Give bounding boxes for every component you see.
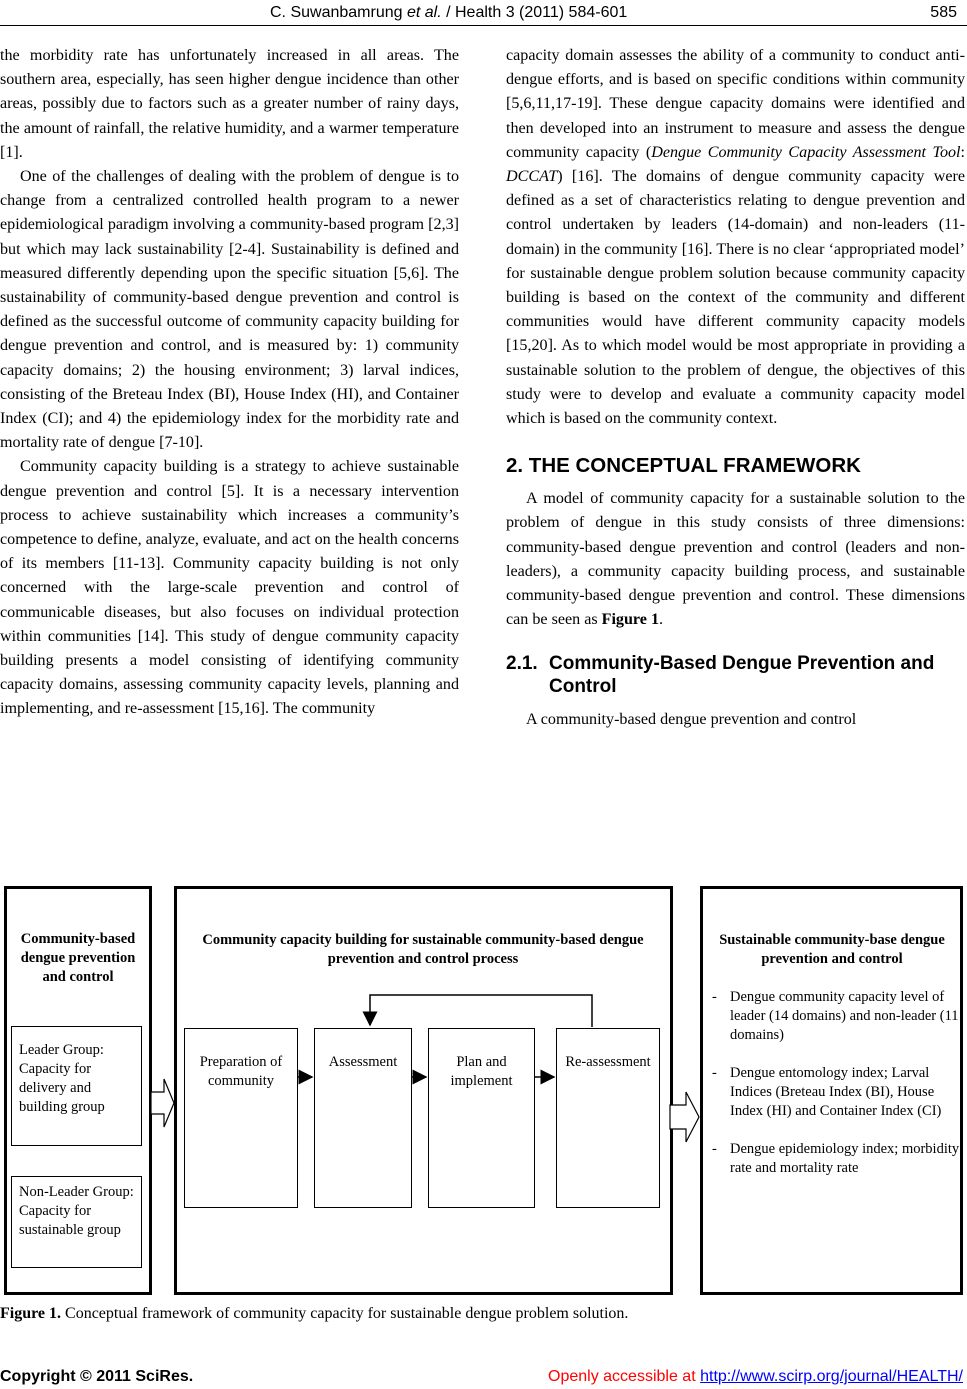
right-paragraph-3: A community-based dengue prevention and control [526, 711, 857, 729]
figure-caption [0, 1305, 628, 1323]
header-authors: C. Suwanbamrung [270, 4, 407, 21]
block-arrow-left-to-middle [151, 1079, 174, 1127]
caption-text: Conceptual framework of community capacity for sustainable dengue problem solution. [61, 1305, 629, 1322]
journal-link[interactable]: http://www.scirp.org/journal/HEALTH/ [700, 1368, 963, 1385]
outcome-item: - Dengue entomology index; Larval Indices (Breteau Index (BI), House Index (HI) and Container Index (CI) [712, 1065, 942, 1119]
middle-panel-title: Community capacity building for sustainable community-based dengue prevention and control process [202, 932, 644, 967]
right-p2-text-a: A model of community capacity for a sustainable solution to the problem of dengue in this study consists of three dimensions: community-based dengue prevention and control (leaders and non-leaders), a community capacity building process, and sustainable community-based dengue prevention and control. These dimensions can be seen as [506, 490, 965, 629]
outcome-item: - Dengue epidemiology index; morbidity rate and mortality rate [712, 1141, 960, 1176]
left-paragraph-3: Community capacity building is a strategy to achieve sustainable dengue prevention and control [5]. It is a necessary intervention process to achieve sustainability which increases a community’s competence to define, analyze, evaluate, and act on the health concerns of its members [11-13]. Community capacity building is not only concerned with the large-scale prevention and control of communicable diseases, but also focuses on individual protection within communities [14]. This study of dengue community capacity building presents a model consisting of identifying community capacity domains, assessing community capacity levels, planning and implementing, and re-assessment [15,16]. The community [0, 458, 459, 718]
nonleader-group-box: Non-Leader Group: Capacity for sustainable group [11, 1176, 142, 1268]
outcome-item: - Dengue community capacity level of leader (14 domains) and non-leader (11 domains) [712, 989, 959, 1043]
dccat-abbr: DCCAT [506, 168, 558, 186]
right-p1-text-b: ) [16]. The domains of dengue community capacity were defined as a set of characteristics relating to dengue prevention and control undertaken by leaders (14-domain) and non-leaders (11-domain) in the community [16]. There is no clear ‘appropriated model’ for sustainable dengue problem solution because community capacity building is based on the context of the community and different communities would have different community capacity models [15,20]. As to which model would be most appropriate in providing a sustainable solution to the problem of dengue, the objectives of this study were to develop and evaluate a community capacity model which is based on the community context. [506, 168, 965, 428]
header-journal: / Health 3 (2011) 584-601 [441, 4, 628, 21]
right-paragraph-2 [506, 487, 965, 632]
caption-label: Figure 1. [0, 1305, 62, 1322]
right-p1-text-a: capacity domain assesses the ability of a community to conduct anti-dengue efforts, and is based on specific conditions within community [5,6,11,17-19]. These dengue capacity domains were identified and then developed into an instrument to measure and assess the dengue community capacity ( [506, 47, 965, 161]
figure-arrows [0, 880, 967, 1300]
subsection-heading [506, 652, 965, 698]
figure-1 [0, 880, 967, 1300]
dccat-tool-name: Dengue Community Capacity Assessment Tool [651, 143, 961, 161]
access-text: Openly accessible at [548, 1368, 701, 1385]
step-plan-implement: Plan and implement [428, 1028, 535, 1208]
copyright: Copyright © 2011 SciRes. [0, 1368, 194, 1385]
left-paragraph-1: the morbidity rate has unfortunately increased in all areas. The southern area, especially, has seen higher dengue incidence than other areas, possibly due to factors such as a greater number of rainy days, the amount of rainfall, the relative humidity, and a warmer temperature [1]. [0, 47, 459, 161]
feedback-loop-arrow [370, 995, 592, 1027]
right-p2-text-b: . [659, 611, 664, 629]
subsection-number: 2.1. [506, 653, 538, 675]
right-column [506, 44, 965, 733]
right-paragraph-1 [506, 44, 965, 431]
block-arrow-middle-to-right [670, 1092, 699, 1142]
right-panel-title: Sustainable community-base dengue prevention and control [719, 932, 945, 967]
page-number: 585 [930, 4, 957, 21]
left-column [0, 44, 459, 722]
running-header [0, 0, 967, 26]
outcome-epidemiology-index: Dengue epidemiology index; morbidity rate and mortality rate [730, 1141, 960, 1176]
header-citation [270, 4, 627, 22]
step-assessment: Assessment [314, 1028, 412, 1208]
subsection-title: Community-Based Dengue Prevention and Control [549, 653, 935, 698]
figure-reference: Figure 1 [601, 611, 659, 629]
left-paragraph-2: One of the challenges of dealing with the problem of dengue is to change from a centralized controlled health program to a newer epidemiological paradigm involving a community-based program [2,3] but which may lack sustainability [2-4]. Sustainability is defined and measured differently depending upon the specific situation [5,6]. The sustainability of community-based dengue prevention and control is defined as the successful outcome of community capacity building for dengue prevention and control, and is measured by: 1) community capacity domains; 2) the housing environment; 3) larval indices, consisting of the Breteau Index (BI), House Index (HI), and Container Index (CI); and 4) the epidemiology index for the morbidity rate and mortality rate of dengue [7-10]. [0, 168, 459, 452]
access-note [548, 1368, 963, 1386]
right-p1-colon: : [960, 143, 965, 161]
outcome-entomology-index: Dengue entomology index; Larval Indices (Breteau Index (BI), House Index (HI) and Container Index (CI) [730, 1065, 942, 1119]
header-etal: et al. [406, 4, 442, 21]
outcome-capacity-level: Dengue community capacity level of leader (14 domains) and non-leader (11 domains) [730, 989, 959, 1043]
header-rule [0, 25, 967, 26]
step-preparation: Preparation of community [184, 1028, 298, 1208]
leader-group-box: Leader Group: Capacity for delivery and building group [11, 1026, 142, 1146]
section-heading: 2. THE CONCEPTUAL FRAMEWORK [506, 454, 861, 478]
step-reassessment: Re-assessment [556, 1028, 660, 1208]
left-panel-title: Community-based dengue prevention and control [20, 931, 136, 985]
